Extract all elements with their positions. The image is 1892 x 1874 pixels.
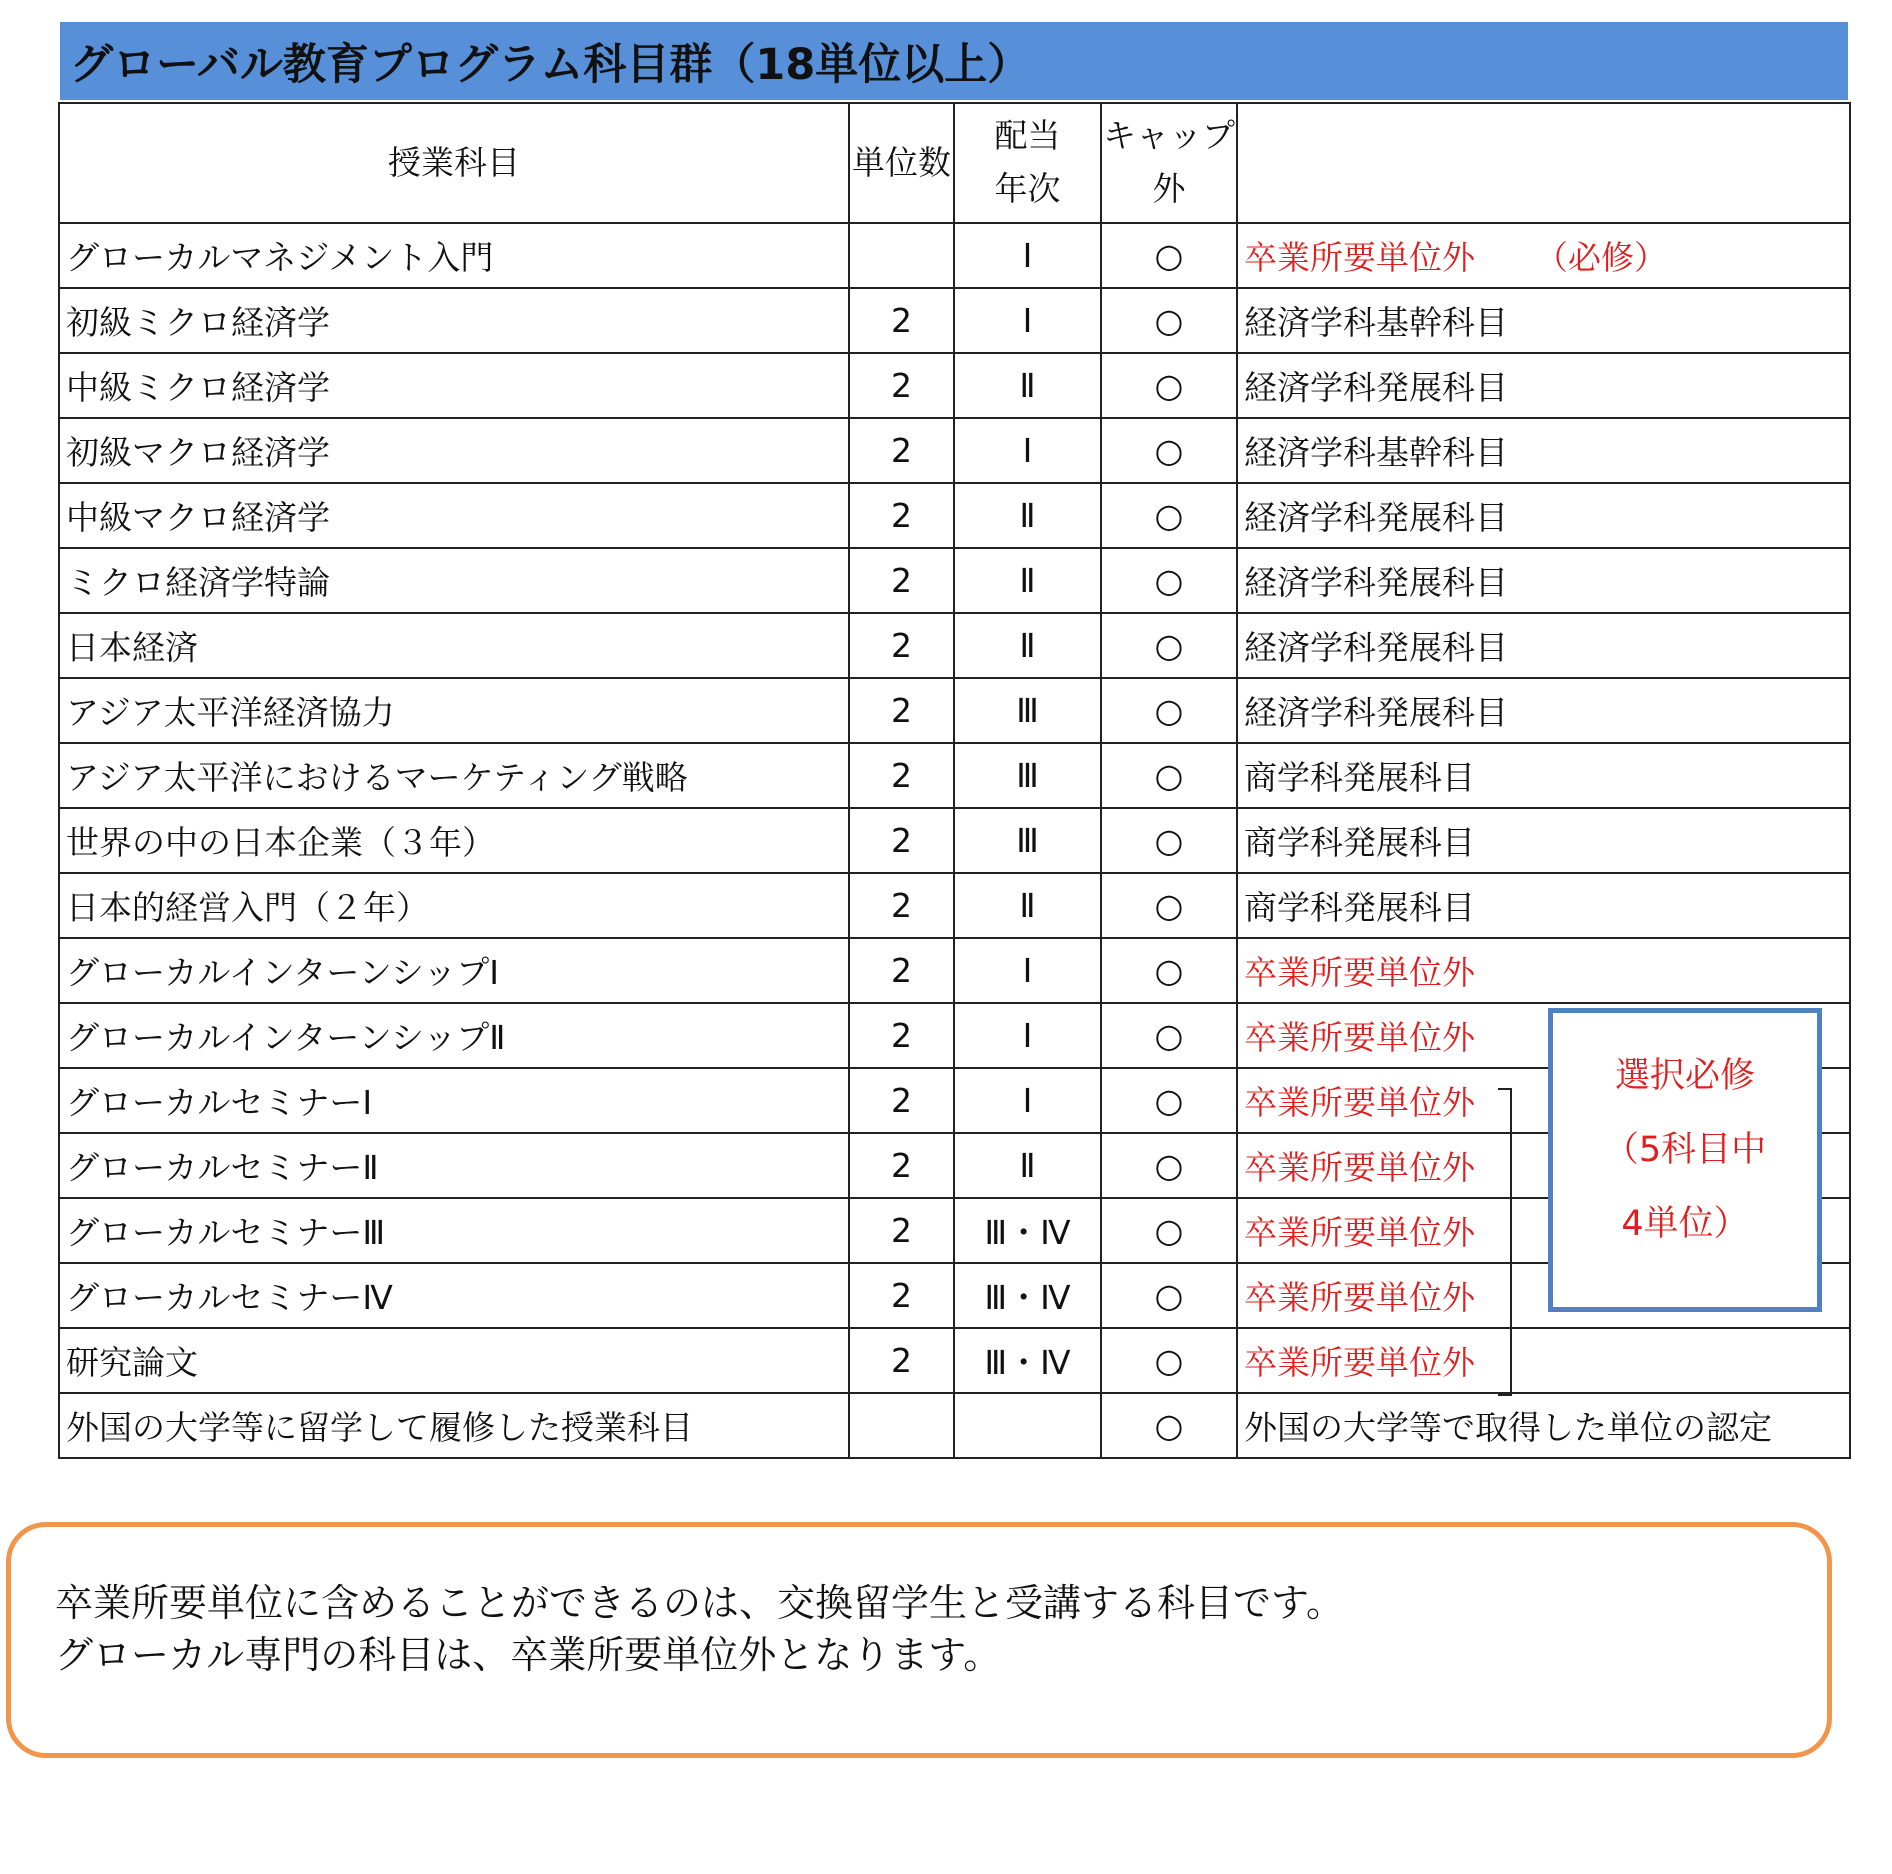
row-note — [1237, 548, 1850, 613]
row-credits — [849, 678, 954, 743]
row-note-text: 経済学科発展科目 — [1244, 498, 1508, 537]
row-note — [1237, 1328, 1850, 1393]
page-title: グローバル教育プログラム科目群（18単位以上） — [60, 22, 1848, 100]
row-credits — [849, 288, 954, 353]
row-year — [954, 808, 1101, 873]
selection-line3: 4単位） — [1621, 1204, 1749, 1244]
table-row — [59, 353, 1850, 418]
row-year-text: Ⅱ — [1019, 366, 1036, 405]
row-credits — [849, 938, 954, 1003]
row-year — [954, 1133, 1101, 1198]
row-note — [1237, 808, 1850, 873]
row-cap-text: ○ — [1154, 951, 1184, 990]
row-credits-text: 2 — [891, 1081, 912, 1120]
row-credits-text: 2 — [891, 951, 912, 990]
row-cap-text: ○ — [1154, 431, 1184, 470]
row-year — [954, 288, 1101, 353]
row-cap-text: ○ — [1154, 821, 1184, 860]
row-cap — [1101, 1263, 1237, 1328]
row-cap — [1101, 288, 1237, 353]
row-year — [954, 548, 1101, 613]
table-row — [59, 808, 1850, 873]
row-note — [1237, 873, 1850, 938]
row-year-text: Ⅱ — [1019, 496, 1036, 535]
row-credits — [849, 1263, 954, 1328]
table-row — [59, 613, 1850, 678]
row-year — [954, 1328, 1101, 1393]
row-subject — [59, 808, 849, 873]
row-year-text: Ⅰ — [1022, 301, 1033, 340]
table-row — [59, 548, 1850, 613]
row-credits — [849, 418, 954, 483]
row-year-text: Ⅰ — [1022, 1016, 1033, 1055]
row-subject — [59, 288, 849, 353]
row-credits-text: 2 — [891, 301, 912, 340]
row-subject — [59, 548, 849, 613]
row-subject — [59, 1068, 849, 1133]
row-note-text: 卒業所要単位外 — [1244, 1083, 1475, 1122]
row-credits — [849, 613, 954, 678]
row-credits — [849, 808, 954, 873]
row-credits-text: 2 — [891, 1016, 912, 1055]
row-subject — [59, 1393, 849, 1458]
row-year-text: Ⅰ — [1022, 431, 1033, 470]
row-year — [954, 1393, 1101, 1458]
row-credits — [849, 483, 954, 548]
row-note-text: 経済学科発展科目 — [1244, 693, 1508, 732]
row-credits — [849, 353, 954, 418]
row-year-text: Ⅰ — [1022, 1081, 1033, 1120]
row-cap-text: ○ — [1154, 691, 1184, 730]
row-year — [954, 938, 1101, 1003]
row-year — [954, 353, 1101, 418]
row-year-text: Ⅱ — [1019, 1146, 1036, 1185]
row-credits — [849, 1198, 954, 1263]
row-note-text: 外国の大学等で取得した単位の認定 — [1244, 1408, 1772, 1447]
row-subject — [59, 1198, 849, 1263]
row-note — [1237, 353, 1850, 418]
row-note — [1237, 678, 1850, 743]
row-credits-text: 2 — [891, 1276, 912, 1315]
row-note — [1237, 743, 1850, 808]
row-cap — [1101, 483, 1237, 548]
row-note-text: 経済学科発展科目 — [1244, 563, 1508, 602]
header-year — [954, 103, 1101, 223]
row-year — [954, 483, 1101, 548]
header-cap — [1101, 103, 1237, 223]
row-subject-text: 外国の大学等に留学して履修した授業科目 — [66, 1408, 693, 1447]
row-cap — [1101, 1328, 1237, 1393]
row-note — [1237, 1393, 1850, 1458]
table-row — [59, 288, 1850, 353]
row-cap — [1101, 1393, 1237, 1458]
row-year — [954, 678, 1101, 743]
row-note-text: 経済学科基幹科目 — [1244, 433, 1508, 472]
table-row — [59, 223, 1850, 288]
selection-line1: 選択必修 — [1614, 1056, 1755, 1096]
row-credits — [849, 1003, 954, 1068]
row-subject-text: 世界の中の日本企業（３年） — [66, 823, 495, 862]
row-subject-text: 研究論文 — [66, 1343, 198, 1382]
row-credits-text: 2 — [891, 626, 912, 665]
row-note-text: 卒業所要単位外 — [1244, 1148, 1475, 1187]
row-credits — [849, 873, 954, 938]
table-row — [59, 678, 1850, 743]
row-note — [1237, 418, 1850, 483]
table-header-row — [59, 103, 1850, 223]
row-credits-text: 2 — [891, 1211, 912, 1250]
row-credits-text: 2 — [891, 1341, 912, 1380]
row-credits-text: 2 — [891, 691, 912, 730]
selection-box — [1548, 1008, 1822, 1312]
row-cap-text: ○ — [1154, 1211, 1184, 1250]
bracket-mark — [1498, 1088, 1512, 1396]
row-year-text: Ⅲ・Ⅳ — [984, 1213, 1071, 1252]
row-note-text: 商学科発展科目 — [1244, 888, 1475, 927]
row-credits — [849, 548, 954, 613]
selection-line2: （5科目中 — [1603, 1130, 1767, 1170]
row-cap-text: ○ — [1154, 626, 1184, 665]
row-note-text: 卒業所要単位外 — [1244, 238, 1475, 277]
row-note-text: 卒業所要単位外 — [1244, 1213, 1475, 1252]
row-cap — [1101, 1133, 1237, 1198]
row-subject-text: 初級ミクロ経済学 — [66, 303, 330, 342]
row-subject — [59, 873, 849, 938]
footnote-line2: グローカル専門の科目は、卒業所要単位外となります。 — [55, 1633, 1002, 1677]
row-subject-text: グローカルセミナーⅣ — [66, 1278, 393, 1317]
row-note-text: 卒業所要単位外 — [1244, 1343, 1475, 1382]
row-note — [1237, 938, 1850, 1003]
row-year — [954, 743, 1101, 808]
row-subject-text: 初級マクロ経済学 — [66, 433, 330, 472]
row-credits-text: 2 — [891, 756, 912, 795]
footnote-line1: 卒業所要単位に含めることができるのは、交換留学生と受講する科目です。 — [55, 1581, 1344, 1625]
row-subject — [59, 613, 849, 678]
table-row — [59, 1328, 1850, 1393]
row-cap-text: ○ — [1154, 301, 1184, 340]
table-row — [59, 1393, 1850, 1458]
row-subject — [59, 353, 849, 418]
row-credits — [849, 223, 954, 288]
row-cap — [1101, 743, 1237, 808]
row-cap-text: ○ — [1154, 561, 1184, 600]
row-credits-text: 2 — [891, 886, 912, 925]
row-cap — [1101, 548, 1237, 613]
row-cap-text: ○ — [1154, 1276, 1184, 1315]
row-subject-text: 中級ミクロ経済学 — [66, 368, 330, 407]
row-subject-text: グローカルインターンシップⅡ — [66, 1018, 506, 1057]
row-year-text: Ⅰ — [1022, 236, 1033, 275]
row-subject-text: ミクロ経済学特論 — [66, 563, 330, 602]
table-row — [59, 418, 1850, 483]
row-note-extra: （必修） — [1535, 238, 1667, 277]
row-cap-text: ○ — [1154, 1016, 1184, 1055]
row-cap-text: ○ — [1154, 1081, 1184, 1120]
row-cap — [1101, 353, 1237, 418]
row-credits — [849, 1068, 954, 1133]
table-row — [59, 873, 1850, 938]
row-subject — [59, 1133, 849, 1198]
header-year-line1: 配当 — [994, 116, 1061, 156]
row-subject — [59, 1003, 849, 1068]
row-note — [1237, 223, 1850, 288]
row-subject — [59, 483, 849, 548]
row-subject-text: グローカルセミナーⅠ — [66, 1083, 373, 1122]
row-credits-text: 2 — [891, 366, 912, 405]
row-cap — [1101, 678, 1237, 743]
row-subject-text: グローカルセミナーⅡ — [66, 1148, 379, 1187]
row-note-text: 経済学科基幹科目 — [1244, 303, 1508, 342]
row-note — [1237, 613, 1850, 678]
row-subject — [59, 1328, 849, 1393]
row-note-text: 卒業所要単位外 — [1244, 1018, 1475, 1057]
table-row — [59, 483, 1850, 548]
row-subject-text: 中級マクロ経済学 — [66, 498, 330, 537]
row-cap-text: ○ — [1154, 1146, 1184, 1185]
row-year-text: Ⅲ — [1016, 821, 1039, 860]
row-cap-text: ○ — [1154, 1341, 1184, 1380]
row-subject-text: アジア太平洋におけるマーケティング戦略 — [66, 758, 688, 797]
row-note-text: 商学科発展科目 — [1244, 823, 1475, 862]
row-cap — [1101, 418, 1237, 483]
row-note — [1237, 483, 1850, 548]
row-subject-text: グローカルマネジメント入門 — [66, 238, 494, 277]
row-year-text: Ⅰ — [1022, 951, 1033, 990]
row-credits — [849, 1133, 954, 1198]
header-credits: 単位数 — [849, 103, 954, 223]
row-year — [954, 418, 1101, 483]
row-subject — [59, 743, 849, 808]
row-credits — [849, 1328, 954, 1393]
row-year-text: Ⅱ — [1019, 626, 1036, 665]
row-note-text: 卒業所要単位外 — [1244, 953, 1475, 992]
row-cap — [1101, 1003, 1237, 1068]
row-subject-text: 日本経済 — [66, 628, 198, 667]
row-year-text: Ⅱ — [1019, 561, 1036, 600]
row-year-text: Ⅱ — [1019, 886, 1036, 925]
row-credits — [849, 743, 954, 808]
table-row — [59, 743, 1850, 808]
header-year-line2: 年次 — [994, 169, 1061, 208]
row-year — [954, 1068, 1101, 1133]
row-cap — [1101, 613, 1237, 678]
row-subject-text: アジア太平洋経済協力 — [66, 693, 395, 732]
row-credits — [849, 1393, 954, 1458]
row-year-text: Ⅲ — [1016, 691, 1039, 730]
row-credits-text: 2 — [891, 561, 912, 600]
row-credits-text: 2 — [891, 496, 912, 535]
row-year-text: Ⅲ — [1016, 756, 1039, 795]
row-cap — [1101, 808, 1237, 873]
row-year — [954, 223, 1101, 288]
row-year-text: Ⅲ・Ⅳ — [984, 1343, 1071, 1382]
row-note-text: 卒業所要単位外 — [1244, 1278, 1475, 1317]
row-cap-text: ○ — [1154, 366, 1184, 405]
row-cap-text: ○ — [1154, 886, 1184, 925]
row-subject-text: 日本的経営入門（２年） — [66, 888, 429, 927]
row-year — [954, 1003, 1101, 1068]
row-subject — [59, 938, 849, 1003]
row-subject-text: グローカルセミナーⅢ — [66, 1213, 386, 1252]
header-subject: 授業科目 — [59, 103, 849, 223]
row-note-text: 経済学科発展科目 — [1244, 628, 1508, 667]
row-subject — [59, 678, 849, 743]
row-credits-text: 2 — [891, 1146, 912, 1185]
header-cap-line2: 外 — [1152, 169, 1186, 208]
row-subject — [59, 1263, 849, 1328]
row-cap-text: ○ — [1154, 1406, 1184, 1445]
row-cap — [1101, 873, 1237, 938]
row-subject — [59, 418, 849, 483]
row-cap — [1101, 223, 1237, 288]
row-year — [954, 1198, 1101, 1263]
row-year — [954, 1263, 1101, 1328]
row-subject — [59, 223, 849, 288]
row-year-text: Ⅲ・Ⅳ — [984, 1278, 1071, 1317]
row-credits-text: 2 — [891, 821, 912, 860]
row-year — [954, 613, 1101, 678]
row-cap — [1101, 1198, 1237, 1263]
row-cap-text: ○ — [1154, 756, 1184, 795]
row-note — [1237, 288, 1850, 353]
footnote-box — [6, 1522, 1832, 1758]
row-cap — [1101, 1068, 1237, 1133]
header-note — [1237, 103, 1850, 223]
row-credits-text: 2 — [891, 431, 912, 470]
row-cap — [1101, 938, 1237, 1003]
row-cap-text: ○ — [1154, 496, 1184, 535]
row-cap-text: ○ — [1154, 236, 1184, 275]
row-note-text: 商学科発展科目 — [1244, 758, 1475, 797]
header-cap-line1: キャップ — [1103, 116, 1235, 156]
row-subject-text: グローカルインターンシップⅠ — [66, 953, 499, 992]
table-row — [59, 938, 1850, 1003]
row-year — [954, 873, 1101, 938]
row-note-text: 経済学科発展科目 — [1244, 368, 1508, 407]
